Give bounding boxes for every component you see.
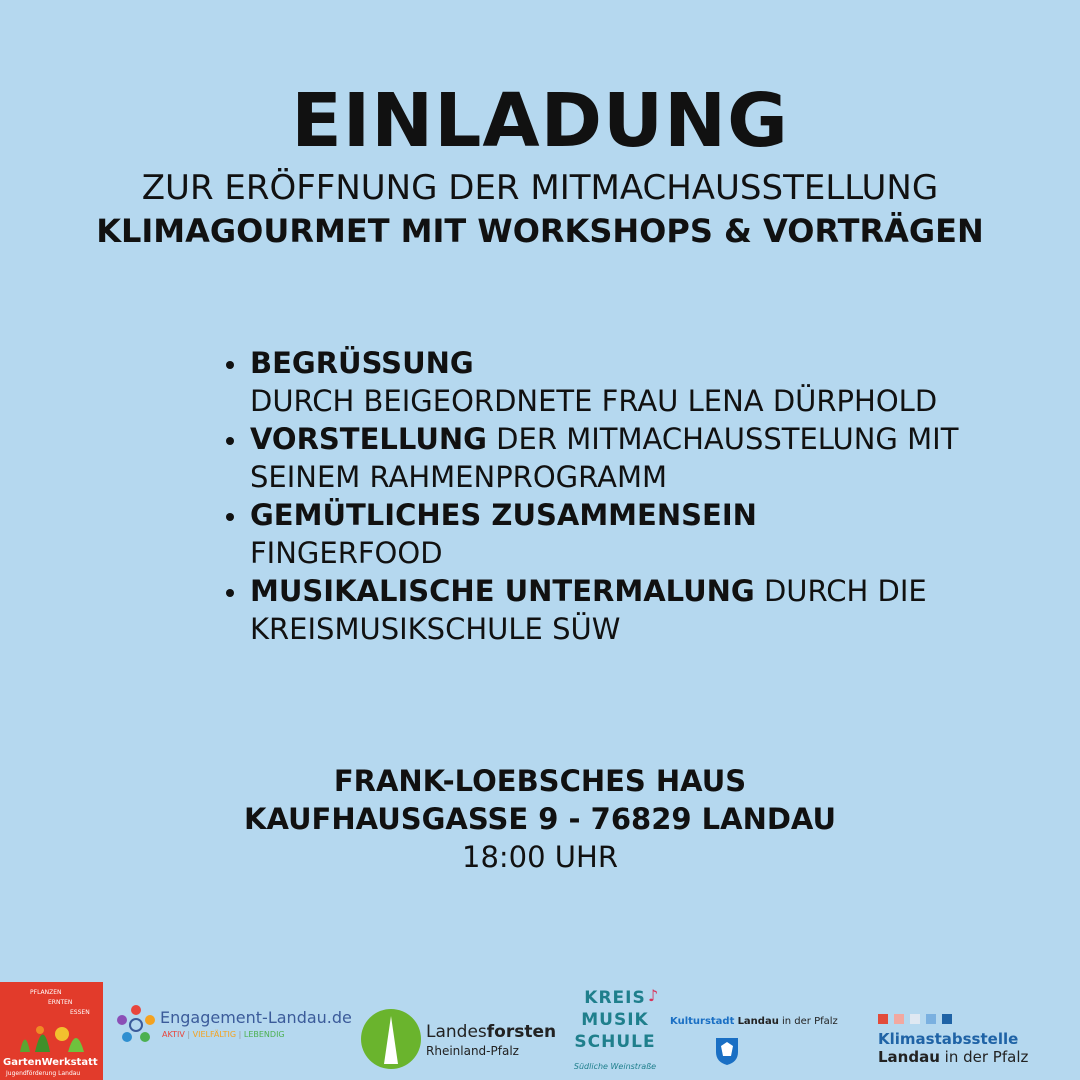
tag-separator: | — [236, 1030, 244, 1039]
program-list — [226, 344, 1026, 648]
clef-icon: ♪ — [648, 986, 659, 1005]
landau-word: Landau — [737, 1016, 779, 1027]
gartenwerkstatt-sub: Jugendförderung Landau — [6, 1070, 81, 1077]
landesforsten-name — [426, 1022, 556, 1042]
program-item-title: BEGRÜSSUNG — [250, 346, 474, 380]
tag-active: AKTIV — [162, 1030, 185, 1039]
plants-icon — [10, 1012, 95, 1052]
gartenwerkstatt-name: GartenWerkstatt — [3, 1057, 98, 1068]
venue-info — [0, 762, 1080, 876]
pfalz-word: in der Pfalz — [778, 1016, 838, 1027]
program-item — [226, 344, 1026, 420]
klimastabsstelle-logo — [876, 1010, 1076, 1076]
kms-sub: Südliche Weinstraße — [573, 1062, 657, 1071]
name-part-bold: forsten — [486, 1022, 557, 1042]
program-item — [226, 496, 1026, 572]
engagement-tagline — [162, 1030, 285, 1039]
program-item-detail: KREISMUSIKSCHULE SÜW — [250, 612, 621, 646]
program-item-text: DER MITMACHAUSSTELUNG MIT — [486, 422, 959, 456]
kms-line-3: SCHULE — [574, 1032, 656, 1052]
kulturstadt-text — [670, 1016, 838, 1027]
venue-address: KAUFHAUSGASSE 9 - 76829 LANDAU — [243, 802, 837, 836]
tag-harvest: ERNTEN — [48, 999, 73, 1006]
gartenwerkstatt-logo — [0, 982, 103, 1080]
sponsor-logos — [0, 980, 1080, 1080]
program-item-text: DURCH DIE — [754, 574, 927, 608]
program-item-detail: FINGERFOOD — [250, 536, 443, 570]
tag-diverse: VIELFÄLTIG — [192, 1030, 237, 1039]
tag-lively: LEBENDIG — [243, 1030, 285, 1039]
program-item — [226, 420, 1026, 496]
tag-plant: PFLANZEN — [30, 989, 62, 996]
name-part: Landes — [426, 1022, 487, 1042]
subtitle-line-2: KLIMAGOURMET MIT WORKSHOPS & VORTRÄGEN — [96, 212, 984, 250]
program-item-title: GEMÜTLICHES ZUSAMMENSEIN — [250, 498, 757, 532]
klimastabsstelle-sub — [878, 1048, 1028, 1066]
kms-line-2: MUSIK — [581, 1010, 649, 1030]
program-item — [226, 572, 1026, 648]
forest-leaf-icon — [360, 1008, 422, 1070]
page-title: EINLADUNG — [291, 78, 789, 164]
landau-word: Landau — [878, 1048, 940, 1066]
program-item-detail: SEINEM RAHMENPROGRAMM — [250, 460, 667, 494]
program-item-title: VORSTELLUNG — [250, 422, 487, 456]
subtitle-line-1: ZUR ERÖFFNUNG DER MITMACHAUSSTELLUNG — [141, 168, 939, 208]
kreismusikschule-logo — [560, 982, 670, 1078]
tag-separator: | — [184, 1030, 193, 1039]
program-item-title: MUSIKALISCHE UNTERMALUNG — [250, 574, 755, 608]
kulturstadt-word: Kulturstadt — [670, 1016, 735, 1027]
engagement-name: Engagement-Landau.de — [160, 1008, 352, 1027]
klimastabsstelle-name: Klimastabsstelle — [878, 1030, 1019, 1048]
kms-line-1: KREIS — [584, 988, 646, 1008]
color-squares-icon — [878, 1014, 968, 1026]
venue-name: FRANK-LOEBSCHES HAUS — [333, 764, 747, 798]
program-item-detail: DURCH BEIGEORDNETE FRAU LENA DÜRPHOLD — [250, 384, 938, 418]
tag-eat: ESSEN — [70, 1009, 90, 1016]
coat-of-arms-icon — [714, 1036, 740, 1066]
landesforsten-logo — [360, 1008, 560, 1074]
kulturstadt-logo — [670, 1016, 870, 1076]
pfalz-word: in der Pfalz — [939, 1048, 1029, 1066]
people-circle-icon — [114, 1002, 158, 1046]
event-time: 18:00 UHR — [462, 840, 618, 874]
landesforsten-sub: Rheinland-Pfalz — [426, 1044, 519, 1058]
engagement-landau-logo — [114, 1002, 354, 1062]
